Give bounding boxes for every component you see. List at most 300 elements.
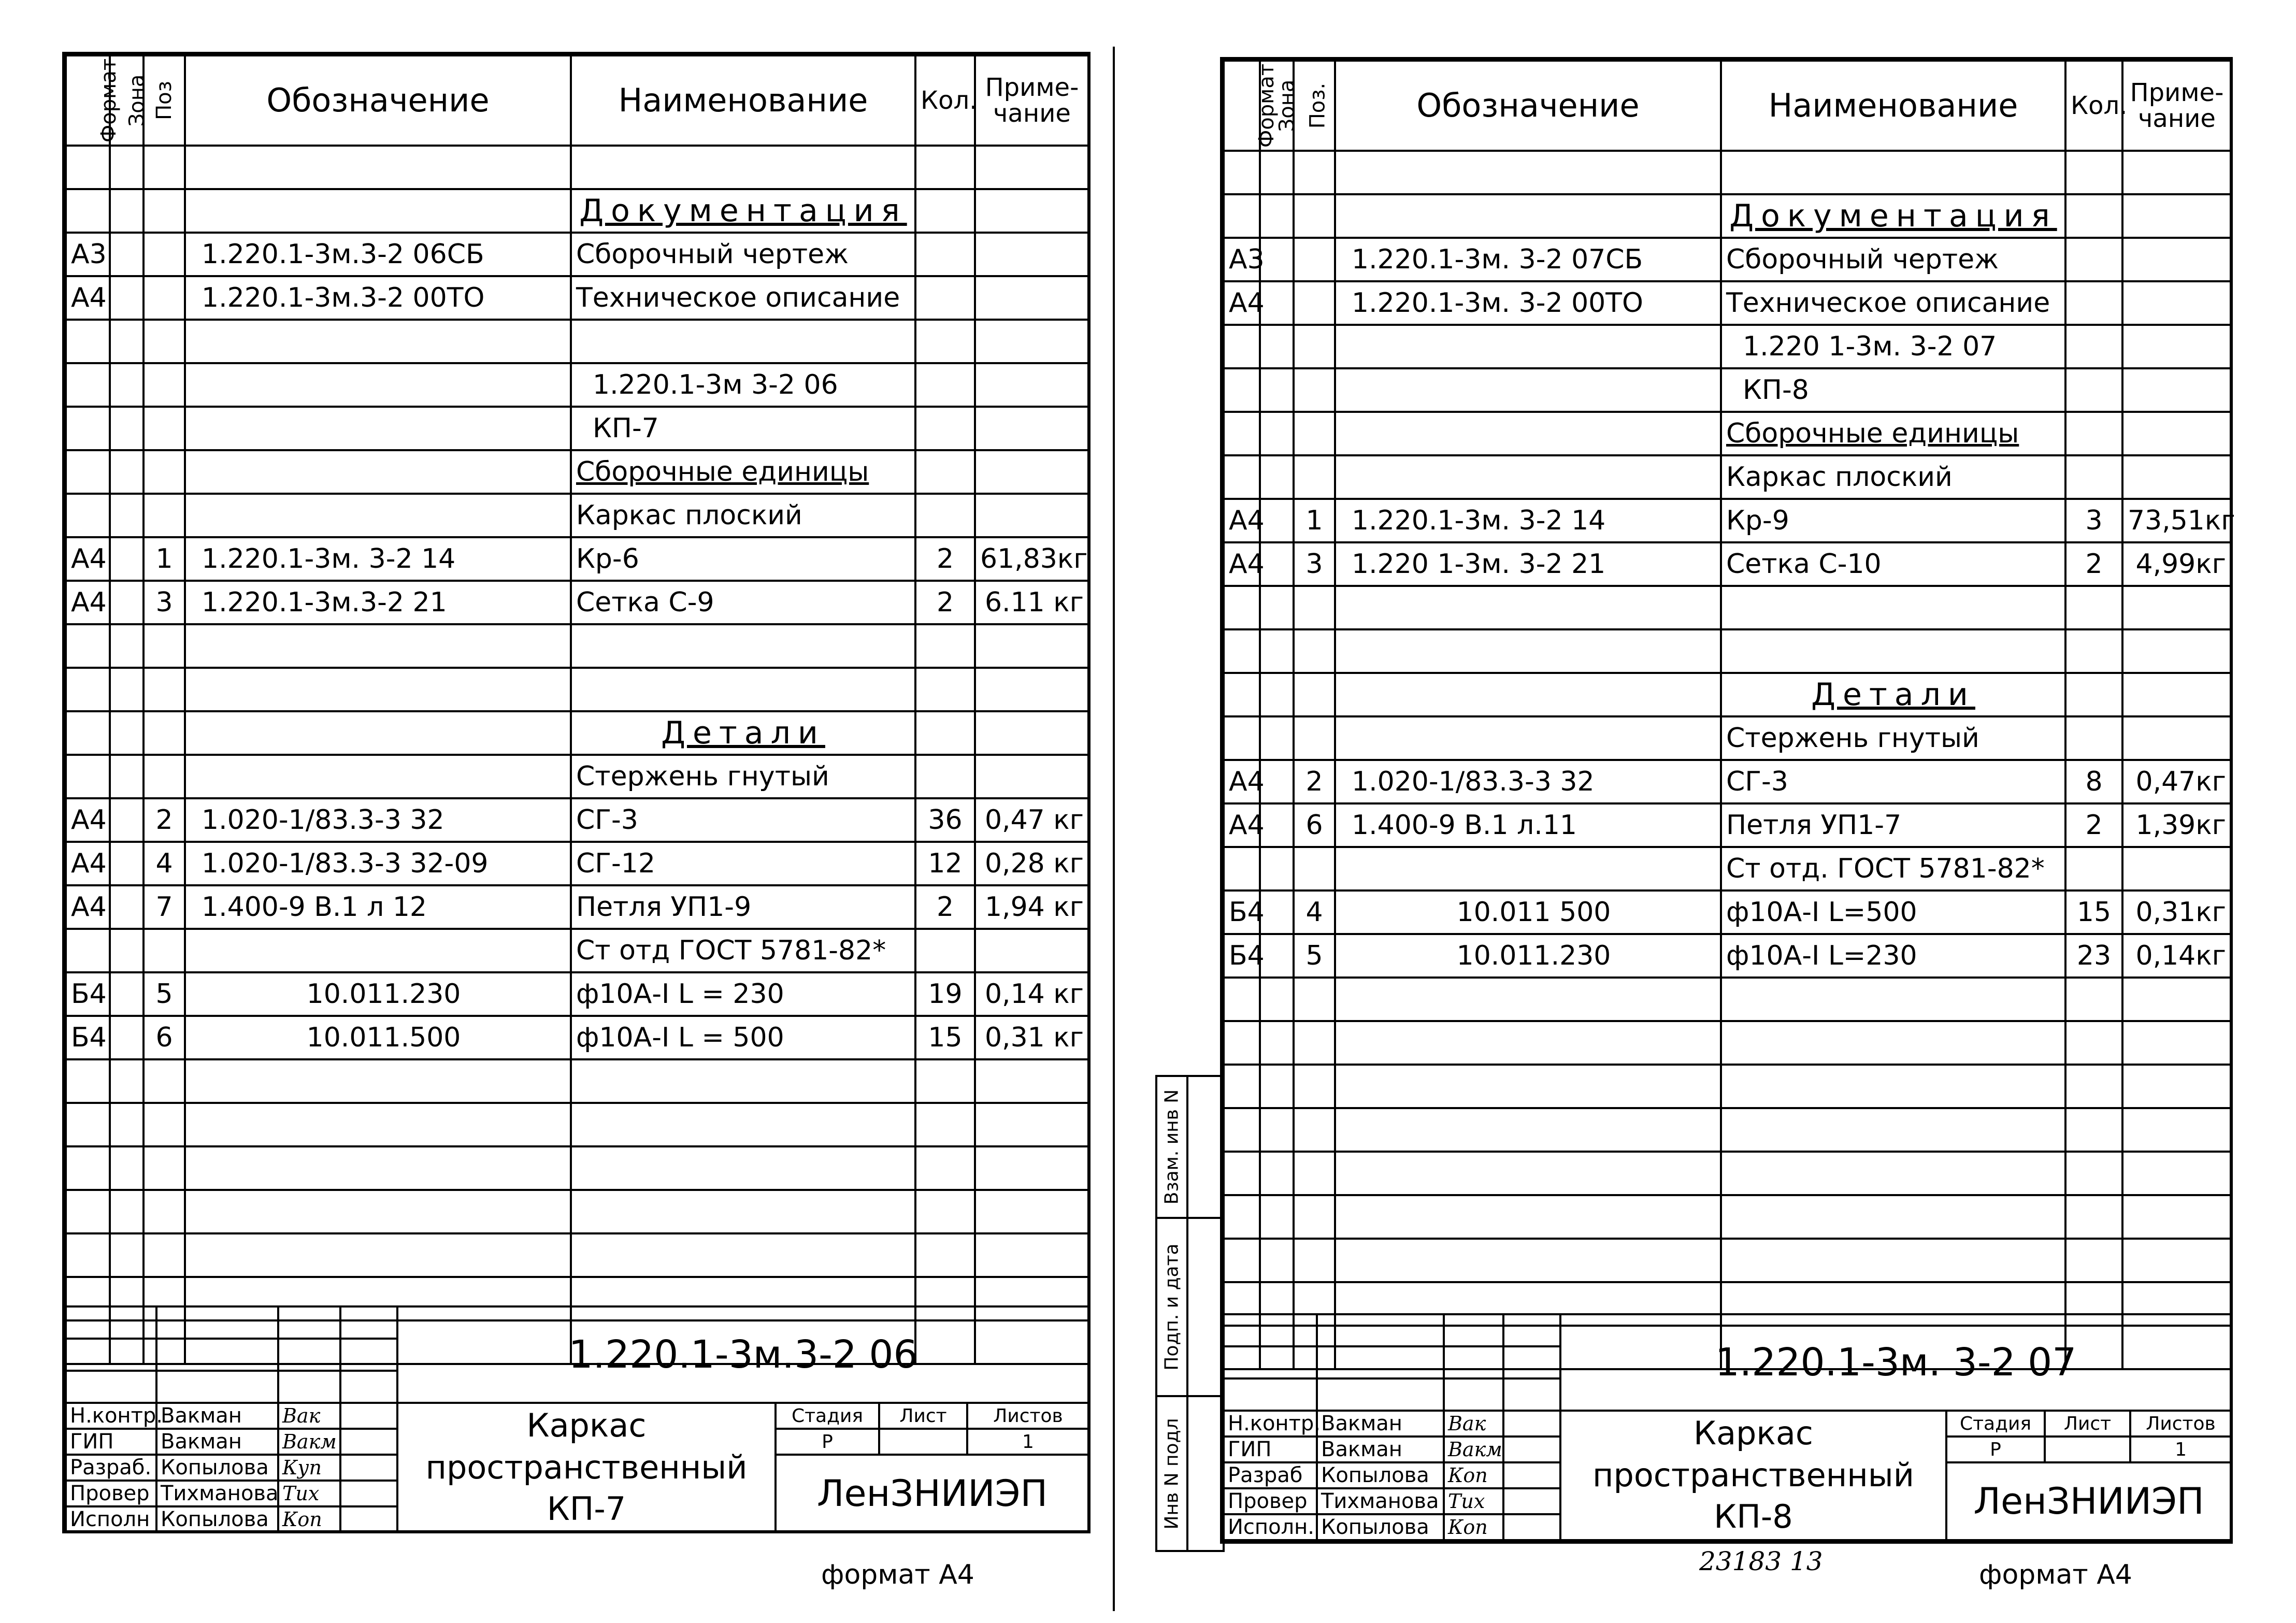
designation-cell — [185, 189, 571, 233]
pos-cell — [144, 711, 185, 755]
zone-cell — [110, 842, 144, 885]
qty-cell — [915, 668, 975, 711]
name-cell: Кр-6 — [571, 537, 915, 581]
designation-cell — [1335, 1021, 1721, 1065]
qty-cell: 19 — [915, 972, 975, 1016]
col-pos: Поз — [144, 55, 185, 146]
zone-cell — [1260, 978, 1294, 1021]
stamp-label: Подп. и дата — [1161, 1243, 1183, 1371]
format-cell — [66, 1103, 110, 1146]
format-cell — [1224, 1108, 1260, 1152]
note-cell — [2122, 629, 2231, 673]
table-row — [1224, 978, 2231, 1021]
designation-cell — [185, 668, 571, 711]
name-cell: КП-8 — [1721, 368, 2065, 412]
table-row — [1224, 412, 2231, 455]
table-row — [1224, 891, 2231, 934]
name-cell: Документация — [1721, 194, 2065, 238]
note-cell — [2122, 1195, 2231, 1239]
zone-cell — [1260, 629, 1294, 673]
pos-cell — [144, 407, 185, 450]
name-cell: Стержень гнутый — [571, 755, 915, 798]
format-cell — [1224, 978, 1260, 1021]
col-format: Формат — [66, 55, 110, 146]
zone-cell — [110, 885, 144, 929]
name-cell — [1721, 978, 2065, 1021]
name-cell — [571, 1103, 915, 1146]
zone-cell — [1260, 1108, 1294, 1152]
qty-cell — [915, 320, 975, 363]
zone-cell — [1260, 1021, 1294, 1065]
format-cell — [1224, 194, 1260, 238]
pos-cell — [1294, 586, 1335, 629]
qty-cell — [2065, 586, 2122, 629]
format-cell — [66, 1233, 110, 1277]
format-cell — [66, 755, 110, 798]
stage-header: Стадия — [776, 1403, 879, 1429]
designation-cell — [1335, 412, 1721, 455]
designation-cell — [185, 363, 571, 407]
note-cell — [2122, 194, 2231, 238]
qty-cell — [915, 1233, 975, 1277]
qty-cell — [2065, 1065, 2122, 1108]
pos-cell — [144, 624, 185, 668]
pos-cell — [1294, 1239, 1335, 1282]
note-cell — [2122, 586, 2231, 629]
format-cell — [1224, 673, 1260, 716]
table-row — [66, 494, 1089, 537]
table-row — [66, 929, 1089, 972]
sheet-header: Лист — [879, 1403, 967, 1429]
designation-cell — [185, 1190, 571, 1233]
table-row — [66, 189, 1089, 233]
format-cell — [1224, 1021, 1260, 1065]
format-cell — [1224, 151, 1260, 194]
qty-cell — [915, 1103, 975, 1146]
designation-cell — [1335, 455, 1721, 499]
table-row — [66, 1190, 1089, 1233]
name-cell: КП-7 — [571, 407, 915, 450]
format-cell — [66, 494, 110, 537]
format-cell — [1224, 1195, 1260, 1239]
table-row — [66, 537, 1089, 581]
right-organization: ЛенЗНИИЭП — [1946, 1462, 2231, 1540]
table-row — [66, 581, 1089, 624]
note-cell — [975, 1233, 1089, 1277]
name-cell — [1721, 629, 2065, 673]
zone-cell — [110, 624, 144, 668]
left-organization: ЛенЗНИИЭП — [776, 1455, 1089, 1532]
designation-cell — [185, 711, 571, 755]
designation-cell — [185, 929, 571, 972]
zone-cell — [1260, 412, 1294, 455]
format-cell — [66, 450, 110, 494]
designation-cell — [1335, 1195, 1721, 1239]
pos-cell — [1294, 281, 1335, 325]
name-cell — [1721, 151, 2065, 194]
col-qty: Кол. — [2065, 61, 2122, 151]
right-side-stamp — [1155, 1075, 1225, 1552]
designation-cell — [1335, 194, 1721, 238]
left-drawing-name: Каркас пространственный КП-7 — [397, 1403, 776, 1532]
table-row — [66, 842, 1089, 885]
table-row — [1224, 238, 2231, 281]
name-cell: 1.220.1-3м 3-2 06 — [571, 363, 915, 407]
zone-cell — [1260, 1152, 1294, 1195]
zone-cell — [110, 363, 144, 407]
format-cell — [66, 668, 110, 711]
role-label: Разраб. — [66, 1455, 156, 1481]
zone-cell — [1260, 847, 1294, 891]
person-name: Тихманова — [156, 1481, 278, 1506]
format-cell — [1224, 325, 1260, 368]
designation-cell — [185, 1059, 571, 1103]
table-row — [1224, 455, 2231, 499]
note-cell — [2122, 238, 2231, 281]
note-cell: 61,83кг — [975, 537, 1089, 581]
note-cell — [2122, 673, 2231, 716]
zone-cell — [110, 972, 144, 1016]
qty-cell: 3 — [2065, 499, 2122, 542]
qty-cell — [2065, 629, 2122, 673]
designation-cell — [1335, 325, 1721, 368]
format-cell — [1224, 629, 1260, 673]
table-row — [66, 363, 1089, 407]
name-cell — [1721, 586, 2065, 629]
qty-cell — [915, 233, 975, 276]
pos-cell — [144, 189, 185, 233]
table-row — [66, 624, 1089, 668]
pos-cell — [144, 1233, 185, 1277]
pos-cell — [1294, 1108, 1335, 1152]
pos-cell — [1294, 629, 1335, 673]
format-cell: А4 — [1224, 499, 1260, 542]
name-cell: Каркас плоский — [571, 494, 915, 537]
zone-cell — [110, 1146, 144, 1190]
col-note: Приме-чание — [2122, 61, 2231, 151]
note-cell: 0,47 кг — [975, 798, 1089, 842]
col-zone: Зона — [110, 55, 144, 146]
note-cell — [975, 320, 1089, 363]
signature: Тих — [278, 1481, 340, 1506]
note-cell — [975, 755, 1089, 798]
header-row — [1224, 61, 2231, 151]
name-cell — [1721, 1108, 2065, 1152]
note-cell — [975, 1103, 1089, 1146]
pos-cell: 5 — [1294, 934, 1335, 978]
format-cell — [1224, 368, 1260, 412]
qty-cell — [2065, 1021, 2122, 1065]
name-cell: СГ-3 — [1721, 760, 2065, 803]
pos-cell — [1294, 238, 1335, 281]
sheets-value: 1 — [2130, 1437, 2231, 1462]
qty-cell — [915, 711, 975, 755]
note-cell — [975, 1190, 1089, 1233]
table-row — [1224, 1152, 2231, 1195]
person-name: Вакман — [156, 1403, 278, 1429]
role-label: Н.контр. — [1224, 1411, 1317, 1437]
role-label: Исполн. — [1224, 1514, 1317, 1540]
qty-cell — [2065, 673, 2122, 716]
format-cell — [66, 929, 110, 972]
right-drawing-name: Каркас пространственный КП-8 — [1560, 1411, 1946, 1540]
name-cell — [1721, 1239, 2065, 1282]
name-cell — [1721, 1152, 2065, 1195]
zone-cell — [110, 537, 144, 581]
qty-cell — [2065, 847, 2122, 891]
zone-cell — [110, 581, 144, 624]
col-name: Наименование — [571, 55, 915, 146]
qty-cell: 12 — [915, 842, 975, 885]
person-name: Копылова — [1317, 1514, 1444, 1540]
table-row — [1224, 1065, 2231, 1108]
note-cell — [975, 711, 1089, 755]
note-cell — [2122, 1239, 2231, 1282]
pos-cell — [1294, 1021, 1335, 1065]
qty-cell — [2065, 238, 2122, 281]
table-row — [66, 1146, 1089, 1190]
qty-cell: 2 — [915, 537, 975, 581]
zone-cell — [1260, 1239, 1294, 1282]
pos-cell — [144, 494, 185, 537]
name-cell: Сборочный чертеж — [571, 233, 915, 276]
right-title-block — [1223, 1313, 2232, 1541]
stamp-label: Инв N подл — [1161, 1418, 1183, 1529]
role-label: Исполн — [66, 1506, 156, 1532]
designation-cell — [185, 1233, 571, 1277]
role-label: Провер — [66, 1481, 156, 1506]
format-cell — [1224, 716, 1260, 760]
format-cell: А4 — [66, 581, 110, 624]
designation-cell: 1.400-9 В.1 л 12 — [185, 885, 571, 929]
zone-cell — [1260, 934, 1294, 978]
name-cell: Детали — [571, 711, 915, 755]
name-cell: Кр-9 — [1721, 499, 2065, 542]
designation-cell — [1335, 368, 1721, 412]
pos-cell — [1294, 151, 1335, 194]
name-cell: Петля УП1-7 — [1721, 803, 2065, 847]
zone-cell — [110, 494, 144, 537]
qty-cell — [915, 1146, 975, 1190]
pos-cell: 6 — [144, 1016, 185, 1059]
pos-cell — [1294, 1065, 1335, 1108]
header-row — [66, 55, 1089, 146]
pos-cell — [1294, 368, 1335, 412]
table-row — [1224, 542, 2231, 586]
name-cell — [1721, 1195, 2065, 1239]
note-cell — [2122, 412, 2231, 455]
zone-cell — [1260, 1195, 1294, 1239]
qty-cell — [2065, 716, 2122, 760]
zone-cell — [1260, 194, 1294, 238]
qty-cell: 15 — [915, 1016, 975, 1059]
pos-cell: 1 — [1294, 499, 1335, 542]
zone-cell — [110, 1190, 144, 1233]
table-row — [1224, 934, 2231, 978]
table-row — [1224, 281, 2231, 325]
table-row — [1224, 1021, 2231, 1065]
pos-cell: 2 — [144, 798, 185, 842]
format-cell: Б4 — [1224, 934, 1260, 978]
format-cell: А4 — [1224, 803, 1260, 847]
zone-cell — [110, 276, 144, 320]
left-doc-code: 1.220.1-3м.3-2 06 — [397, 1306, 1089, 1403]
note-cell — [975, 189, 1089, 233]
table-row — [66, 233, 1089, 276]
designation-cell — [185, 407, 571, 450]
name-cell: Детали — [1721, 673, 2065, 716]
designation-cell — [1335, 847, 1721, 891]
designation-cell: 1.220 1-3м. 3-2 21 — [1335, 542, 1721, 586]
name-cell: Петля УП1-9 — [571, 885, 915, 929]
designation-cell: 10.011.230 — [1335, 934, 1721, 978]
format-cell — [66, 146, 110, 189]
format-cell: А4 — [66, 537, 110, 581]
zone-cell — [1260, 281, 1294, 325]
designation-cell — [1335, 151, 1721, 194]
pos-cell — [144, 1146, 185, 1190]
right-format-label: формат А4 — [1979, 1559, 2132, 1590]
name-cell: Техническое описание — [571, 276, 915, 320]
sheets-header: Листов — [967, 1403, 1089, 1429]
note-cell — [975, 450, 1089, 494]
qty-cell — [2065, 151, 2122, 194]
format-cell — [66, 320, 110, 363]
designation-cell — [185, 146, 571, 189]
qty-cell — [2065, 281, 2122, 325]
table-row — [1224, 586, 2231, 629]
designation-cell: 1.020-1/83.3-3 32 — [185, 798, 571, 842]
format-cell — [66, 624, 110, 668]
name-cell: Стержень гнутый — [1721, 716, 2065, 760]
qty-cell — [2065, 1195, 2122, 1239]
table-row — [1224, 325, 2231, 368]
note-cell: 1,94 кг — [975, 885, 1089, 929]
designation-cell — [185, 755, 571, 798]
role-label: ГИП — [66, 1429, 156, 1455]
name-cell: ф10А-I L = 230 — [571, 972, 915, 1016]
pos-cell — [1294, 455, 1335, 499]
pos-cell — [144, 450, 185, 494]
pos-cell: 2 — [1294, 760, 1335, 803]
table-row — [66, 885, 1089, 929]
qty-cell — [2065, 455, 2122, 499]
signature: Вак — [1444, 1411, 1503, 1437]
note-cell — [2122, 281, 2231, 325]
format-cell: А4 — [1224, 760, 1260, 803]
note-cell — [2122, 455, 2231, 499]
zone-cell — [110, 929, 144, 972]
zone-cell — [1260, 499, 1294, 542]
pos-cell: 1 — [144, 537, 185, 581]
signature: Коп — [1444, 1514, 1503, 1540]
left-format-label: формат А4 — [821, 1559, 974, 1590]
pos-cell — [1294, 673, 1335, 716]
designation-cell — [1335, 1152, 1721, 1195]
qty-cell — [2065, 1108, 2122, 1152]
zone-cell — [1260, 673, 1294, 716]
format-cell: А4 — [66, 885, 110, 929]
note-cell — [975, 363, 1089, 407]
format-cell: А4 — [66, 276, 110, 320]
designation-cell — [185, 450, 571, 494]
qty-cell — [2065, 194, 2122, 238]
signature: Коп — [278, 1506, 340, 1532]
note-cell — [975, 624, 1089, 668]
designation-cell — [1335, 1108, 1721, 1152]
designation-cell: 10.011.500 — [185, 1016, 571, 1059]
name-cell — [571, 1059, 915, 1103]
zone-cell — [1260, 368, 1294, 412]
qty-cell: 36 — [915, 798, 975, 842]
note-cell: 73,51кг — [2122, 499, 2231, 542]
note-cell: 6.11 кг — [975, 581, 1089, 624]
role-label: Разраб — [1224, 1462, 1317, 1488]
table-row — [1224, 760, 2231, 803]
name-cell: Сборочный чертеж — [1721, 238, 2065, 281]
qty-cell: 23 — [2065, 934, 2122, 978]
note-cell: 0,14кг — [2122, 934, 2231, 978]
zone-cell — [1260, 891, 1294, 934]
name-cell: Сборочные единицы — [1721, 412, 2065, 455]
designation-cell: 1.220.1-3м. 3-2 14 — [1335, 499, 1721, 542]
format-cell — [1224, 412, 1260, 455]
zone-cell — [110, 1233, 144, 1277]
qty-cell: 8 — [2065, 760, 2122, 803]
note-cell — [2122, 1021, 2231, 1065]
designation-cell — [1335, 629, 1721, 673]
signature: Вакм — [278, 1429, 340, 1455]
format-cell — [1224, 1152, 1260, 1195]
note-cell — [975, 1059, 1089, 1103]
center-divider — [1113, 47, 1115, 1611]
name-cell — [571, 668, 915, 711]
designation-cell — [185, 624, 571, 668]
designation-cell: 10.011 500 — [1335, 891, 1721, 934]
col-pos: Поз. — [1294, 61, 1335, 151]
note-cell — [2122, 151, 2231, 194]
format-cell: А4 — [66, 842, 110, 885]
zone-cell — [1260, 325, 1294, 368]
table-row — [66, 668, 1089, 711]
zone-cell — [110, 233, 144, 276]
stage-value: Р — [776, 1429, 879, 1455]
qty-cell — [915, 624, 975, 668]
sheet-value — [879, 1429, 967, 1455]
pos-cell — [1294, 325, 1335, 368]
designation-cell: 1.220.1-3м.3-2 06СБ — [185, 233, 571, 276]
role-label: Н.контр. — [66, 1403, 156, 1429]
designation-cell — [185, 1146, 571, 1190]
table-row — [66, 711, 1089, 755]
table-row — [66, 276, 1089, 320]
format-cell — [1224, 1239, 1260, 1282]
format-cell — [66, 1146, 110, 1190]
format-cell: Б4 — [66, 972, 110, 1016]
zone-cell — [1260, 586, 1294, 629]
designation-cell — [185, 320, 571, 363]
table-row — [66, 798, 1089, 842]
table-row — [66, 320, 1089, 363]
format-cell: А4 — [1224, 281, 1260, 325]
name-cell — [571, 1233, 915, 1277]
qty-cell — [915, 1190, 975, 1233]
table-row — [66, 1103, 1089, 1146]
table-row — [1224, 194, 2231, 238]
pos-cell — [144, 1190, 185, 1233]
signature: Вак — [278, 1403, 340, 1429]
table-row — [1224, 673, 2231, 716]
